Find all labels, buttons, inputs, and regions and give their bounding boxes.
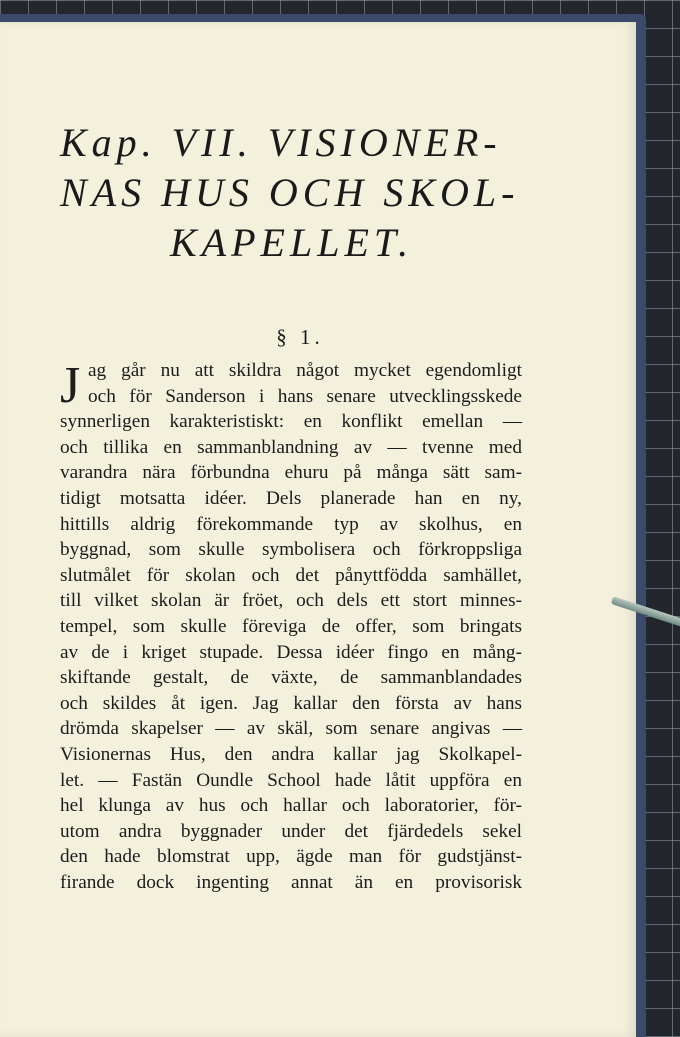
text-line: och tillika en sammanblandning av — tvenne med [60, 436, 522, 458]
text-line: slutmålet för skolan och det pånyttfödda samhället, [60, 564, 522, 586]
heading-line-2: NAS HUS OCH SKOL- [60, 170, 520, 215]
section-mark: § 1. [276, 325, 324, 349]
text-line: let. — Fastän Oundle School hade låtit uppföra en [60, 769, 522, 791]
text-line: ag går nu att skildra något mycket egendomligt [88, 360, 522, 381]
heading-line-3: KAPELLET. [170, 220, 414, 265]
text-line: drömda skapelser — av skäl, som senare angivas — [60, 718, 522, 740]
text-line: firande dock ingenting annat än en provisorisk [60, 871, 522, 893]
text-line: hittills aldrig förekommande typ av skolhus, en [60, 513, 522, 535]
book-page [0, 22, 636, 1037]
text-line: och för Sanderson i hans senare utvecklingsskede [88, 385, 522, 407]
text-line: och skildes åt igen. Jag kallar den första av hans [60, 692, 522, 714]
text-line: den hade blomstrat upp, ägde man för gudstjänst- [60, 846, 522, 868]
text-line: varandra nära förbundna ehuru på många sätt sam- [60, 462, 522, 484]
text-line: av de i kriget stupade. Dessa idéer fingo en mång- [60, 641, 522, 663]
text-line: tidigt motsatta idéer. Dels planerade han en ny, [60, 487, 522, 509]
text-line: till vilket skolan är fröet, och dels ett stort minnes- [60, 590, 522, 612]
text-line: tempel, som skulle föreviga de offer, som bringats [60, 615, 522, 637]
text-line: synnerligen karakteristiskt: en konflikt emellan — [60, 411, 522, 433]
text-line: utom andra byggnader under det fjärdedels sekel [60, 820, 522, 842]
chapter-heading [60, 118, 540, 268]
text-line: Visionernas Hus, den andra kallar jag Skolkapel- [60, 743, 522, 765]
text-line: hel klunga av hus och hallar och laboratorier, för- [60, 795, 522, 817]
heading-line-1: Kap. VII. VISIONER- [60, 120, 502, 165]
text-line: skiftande gestalt, de växte, de sammanblandades [60, 667, 522, 689]
text-line: byggnad, som skulle symbolisera och förkroppsliga [60, 539, 522, 561]
drop-cap: J [60, 357, 81, 414]
body-text [60, 358, 522, 895]
